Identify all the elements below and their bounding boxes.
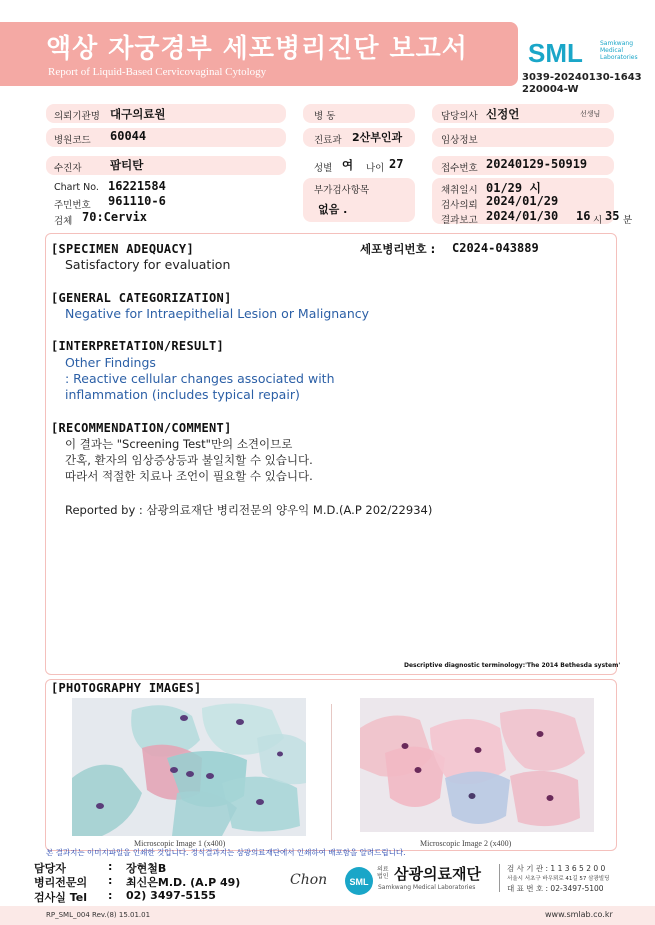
- id-value: 961110-6: [108, 194, 166, 208]
- interpretation-line2: : Reactive cellular changes associated with: [65, 371, 335, 386]
- hospital-code-label: 병원코드: [54, 135, 91, 146]
- collect-label: 채취일시: [441, 185, 478, 196]
- age-label: 나이: [366, 163, 385, 174]
- recommendation-line1: 이 결과는 "Screening Test"만의 소견이므로: [65, 437, 293, 451]
- signature: Chon: [290, 872, 328, 888]
- extra-label: 부가검사항목: [314, 185, 370, 196]
- result-minute: 35: [605, 209, 620, 223]
- sml-logo: SML: [528, 38, 583, 68]
- svg-text:SML: SML: [349, 877, 369, 887]
- form-code: RP_SML_004 Rev.(8) 15.01.01: [46, 911, 151, 919]
- chart-label: Chart No.: [54, 182, 99, 193]
- result-minute-unit: 분: [623, 215, 633, 226]
- tel-label: 검사실 Tel: [34, 891, 87, 904]
- photo-divider: [331, 704, 332, 840]
- org-english: Samkwang Medical Laboratories: [378, 884, 476, 891]
- doctor-label: 담당의사: [441, 111, 478, 122]
- report-code-line2: 220004-W: [522, 84, 579, 95]
- general-heading: [GENERAL CATEGORIZATION]: [51, 291, 232, 305]
- dept-label: 진료과: [314, 135, 342, 146]
- receipt-label: 접수번호: [441, 163, 478, 174]
- terminology-note: Descriptive diagnostic terminology:'The 2014 Bethesda system': [404, 662, 621, 669]
- image1-caption: Microscopic Image 1 (x400): [134, 839, 226, 848]
- pathologist-value: 최신은M.D. (A.P 49): [126, 876, 241, 889]
- microscopic-image-2: [360, 698, 594, 832]
- microscopic-image-1: [72, 698, 306, 836]
- pathologist-label: 병리전문의: [34, 876, 88, 889]
- pathologist-colon: :: [108, 874, 113, 887]
- sex-value: 여: [342, 158, 354, 172]
- org-prefix: 의료법인: [377, 866, 389, 880]
- cyto-number-value: C2024-043889: [452, 241, 539, 255]
- test-label: 검체: [54, 216, 73, 227]
- report-code-line1: 3039-20240130-1643: [522, 72, 642, 83]
- recommendation-heading: [RECOMMENDATION/COMMENT]: [51, 421, 232, 435]
- request-label: 검사의뢰: [441, 200, 478, 211]
- dept-value: 2산부인과: [352, 131, 403, 144]
- print-notice: 본 결과지는 이미지파일을 인쇄한 것입니다. 정식결과지는 삼광의료재단에서 인쇄하여 배포함을 알려드립니다.: [46, 848, 406, 857]
- recommendation-line2: 간혹, 환자의 임상증상등과 불일치할 수 있습니다.: [65, 453, 313, 467]
- collect-value: 01/29 시: [486, 181, 541, 195]
- website-link[interactable]: www.smlab.co.kr: [545, 910, 613, 919]
- interpretation-line1: Other Findings: [65, 355, 156, 370]
- lab-address: 서울시 서초구 바우뫼로 41길 57 삼광빌딩: [507, 876, 610, 882]
- patient-label: 수진자: [54, 163, 82, 174]
- org-logo-icon: [344, 866, 374, 900]
- adequacy-heading: [SPECIMEN ADEQUACY]: [51, 242, 194, 256]
- page-subtitle: Report of Liquid-Based Cervicovaginal Cytology: [48, 66, 267, 78]
- manager-value: 장현철B: [126, 862, 167, 875]
- id-label: 주민번호: [54, 200, 91, 211]
- doctor-suffix: 선생님: [580, 110, 601, 118]
- extra-value: 없음 .: [318, 203, 348, 216]
- ward-label: 병 동: [314, 111, 336, 122]
- tel-value: 02) 3497-5155: [126, 889, 216, 902]
- hospital-code-value: 60044: [110, 129, 147, 143]
- interpretation-line3: inflammation (includes typical repair): [65, 387, 300, 402]
- receipt-value: 20240129-50919: [486, 157, 588, 171]
- photo-heading: [PHOTOGRAPHY IMAGES]: [51, 681, 202, 695]
- cyto-number-label: 세포병리번호 :: [360, 242, 436, 256]
- result-hour: 16: [576, 209, 591, 223]
- result-date: 2024/01/30: [486, 209, 559, 223]
- interpretation-heading: [INTERPRETATION/RESULT]: [51, 339, 225, 353]
- doctor-value: 신정언: [486, 107, 520, 121]
- adequacy-text: Satisfactory for evaluation: [65, 257, 231, 272]
- recommendation-line3: 따라서 적절한 치료나 조언이 필요할 수 있습니다.: [65, 469, 313, 483]
- patient-value: 팜티탄: [110, 158, 144, 172]
- lab-phone: 대 표 번 호 : 02-3497-5100: [507, 884, 604, 893]
- institution-label: 의뢰기관명: [54, 111, 100, 122]
- tel-colon: :: [108, 889, 113, 902]
- page-title: 액상 자궁경부 세포병리진단 보고서: [46, 34, 468, 64]
- org-name: 삼광의료재단: [394, 865, 481, 883]
- sex-label: 성별: [314, 163, 333, 174]
- report-code: [522, 72, 642, 96]
- request-value: 2024/01/29: [486, 194, 559, 208]
- manager-colon: :: [108, 860, 113, 873]
- general-text: Negative for Intraepithelial Lesion or Malignancy: [65, 306, 370, 321]
- image2-caption: Microscopic Image 2 (x400): [420, 839, 512, 848]
- reported-by: Reported by : 삼광의료재단 병리전문의 양우익 M.D.(A.P 202/22934): [65, 503, 433, 517]
- institution-value: 대구의료원: [110, 107, 166, 121]
- manager-label: 담당자: [34, 862, 66, 875]
- result-hour-unit: 시: [593, 215, 603, 226]
- patient-field: [46, 156, 286, 175]
- test-value: 70:Cervix: [82, 210, 148, 224]
- footer-divider: [499, 864, 500, 892]
- chart-value: 16221584: [108, 179, 166, 193]
- sml-logo-subtitle: Samkwang Medical Laboratories: [600, 40, 638, 61]
- lab-license: 검 사 기 관 : 1 1 3 6 5 2 0 0: [507, 864, 606, 873]
- age-value: 27: [389, 157, 404, 171]
- result-label: 결과보고: [441, 215, 478, 226]
- clinical-label: 임상정보: [441, 135, 478, 146]
